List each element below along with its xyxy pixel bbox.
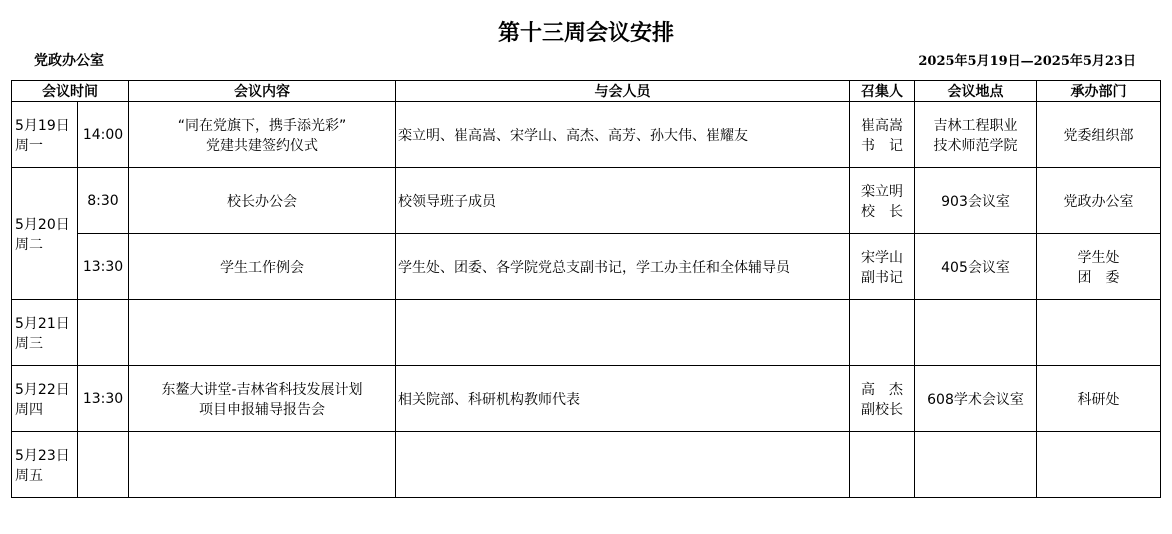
department-line: 科研处 — [1077, 391, 1120, 408]
empty-cell — [396, 432, 850, 498]
convener-title: 书 记 — [861, 137, 903, 154]
empty-cell — [850, 300, 915, 366]
page-title: 第十三周会议安排 — [497, 20, 674, 46]
meeting-attendees: 相关院部、科研机构教师代表 — [396, 366, 850, 432]
location-line: 405会议室 — [941, 259, 1010, 276]
table-row — [12, 102, 1161, 168]
meeting-location — [915, 366, 1037, 432]
convener-name: 宋学山 — [861, 249, 903, 266]
location-line: 608学术会议室 — [927, 391, 1024, 408]
content-line: 东鳌大讲堂-吉林省科技发展计划 — [161, 381, 363, 398]
table-row — [12, 168, 1161, 234]
date-range: 2025年5月19日—2025年5月23日 — [918, 54, 1136, 69]
day-weekday: 周四 — [15, 401, 43, 418]
day-cell — [12, 102, 78, 168]
content-line: 学生工作例会 — [220, 259, 304, 276]
content-line: 项目申报辅导报告会 — [199, 401, 325, 418]
empty-cell — [915, 300, 1037, 366]
meeting-time: 13:30 — [78, 234, 129, 300]
meeting-department — [1037, 168, 1161, 234]
department-line: 团 委 — [1077, 269, 1120, 286]
meeting-department — [1037, 102, 1161, 168]
day-date: 5月20日 — [15, 216, 70, 233]
empty-cell — [78, 300, 129, 366]
convener-title: 副校长 — [861, 401, 903, 418]
meeting-convener — [850, 366, 915, 432]
location-line: 吉林工程职业 — [933, 117, 1018, 134]
table-row — [12, 300, 1161, 366]
table-header-row — [12, 81, 1161, 102]
day-date: 5月19日 — [15, 117, 70, 134]
department-line: 党委组织部 — [1063, 127, 1134, 144]
day-cell — [12, 432, 78, 498]
content-line: 校长办公会 — [227, 193, 297, 210]
header-department: 承办部门 — [1037, 81, 1161, 102]
header-location: 会议地点 — [915, 81, 1037, 102]
meeting-time: 8:30 — [78, 168, 129, 234]
empty-cell — [850, 432, 915, 498]
day-cell — [12, 168, 78, 300]
empty-cell — [915, 432, 1037, 498]
header-time: 会议时间 — [12, 81, 129, 102]
day-date: 5月21日 — [15, 315, 70, 332]
meeting-time: 14:00 — [78, 102, 129, 168]
day-weekday: 周一 — [15, 137, 43, 154]
empty-cell — [78, 432, 129, 498]
empty-cell — [129, 300, 396, 366]
meeting-schedule-table — [11, 80, 1161, 498]
meeting-location — [915, 168, 1037, 234]
convener-title: 校 长 — [861, 203, 903, 220]
day-date: 5月22日 — [15, 381, 70, 398]
header-attendees: 与会人员 — [396, 81, 850, 102]
meeting-content — [129, 102, 396, 168]
convener-name: 高 杰 — [861, 381, 903, 398]
meeting-content — [129, 366, 396, 432]
meeting-convener — [850, 234, 915, 300]
meeting-attendees: 栾立明、崔高嵩、宋学山、高杰、高芳、孙大伟、崔耀友 — [396, 102, 850, 168]
day-cell — [12, 300, 78, 366]
empty-cell — [1037, 300, 1161, 366]
header-convener: 召集人 — [850, 81, 915, 102]
meeting-convener — [850, 102, 915, 168]
content-line: “同在党旗下，携手添光彩” — [177, 117, 347, 134]
department-line: 党政办公室 — [1063, 193, 1134, 210]
department-line: 学生处 — [1077, 249, 1120, 266]
location-line: 903会议室 — [941, 193, 1010, 210]
meeting-convener — [850, 168, 915, 234]
convener-name: 崔高嵩 — [861, 117, 903, 134]
meeting-content — [129, 168, 396, 234]
meeting-content — [129, 234, 396, 300]
meeting-location — [915, 102, 1037, 168]
meeting-department — [1037, 234, 1161, 300]
meeting-time: 13:30 — [78, 366, 129, 432]
table-row — [12, 234, 1161, 300]
meeting-department — [1037, 366, 1161, 432]
empty-cell — [396, 300, 850, 366]
day-weekday: 周三 — [15, 335, 43, 352]
empty-cell — [129, 432, 396, 498]
location-line: 技术师范学院 — [933, 137, 1018, 154]
content-line: 党建共建签约仪式 — [206, 137, 318, 154]
table-row — [12, 432, 1161, 498]
meeting-attendees: 学生处、团委、各学院党总支副书记，学工办主任和全体辅导员 — [396, 234, 850, 300]
meeting-location — [915, 234, 1037, 300]
day-weekday: 周五 — [15, 467, 43, 484]
meeting-attendees: 校领导班子成员 — [396, 168, 850, 234]
convener-title: 副书记 — [861, 269, 903, 286]
header-content: 会议内容 — [129, 81, 396, 102]
convener-name: 栾立明 — [861, 183, 903, 200]
day-cell — [12, 366, 78, 432]
day-date: 5月23日 — [15, 447, 70, 464]
empty-cell — [1037, 432, 1161, 498]
table-row — [12, 366, 1161, 432]
office-label: 党政办公室 — [34, 53, 104, 69]
day-weekday: 周二 — [15, 236, 43, 253]
